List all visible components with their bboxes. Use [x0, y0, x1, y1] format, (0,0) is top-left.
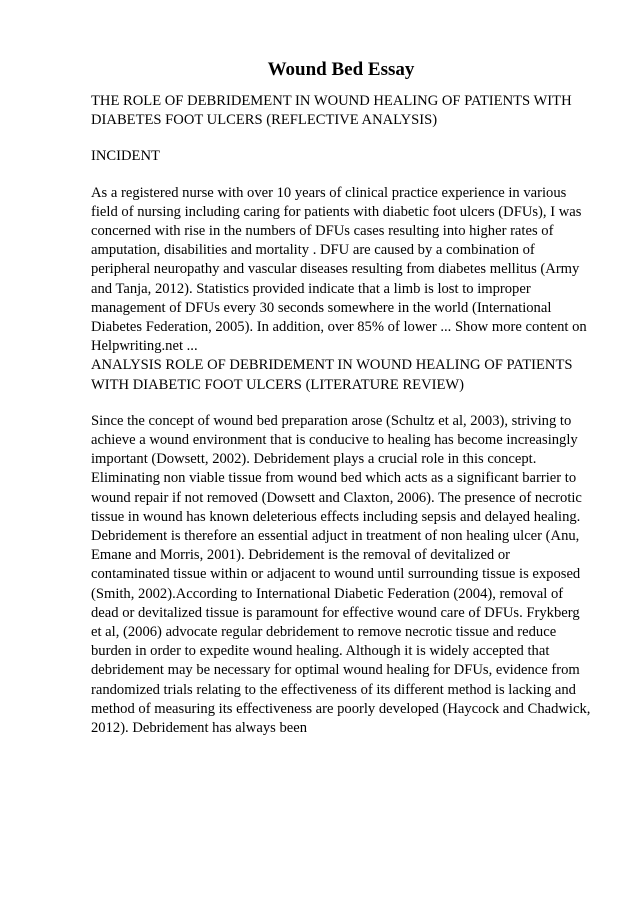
section-heading-incident: INCIDENT [91, 148, 160, 165]
incident-paragraph: As a registered nurse with over 10 years of clinical practice experience in various field of nursing including caring for patients with diabetic foot ulcers (DFUs), I was concerned with rise in the numbers of DFUs cases resulting into higher rates of amputation, disabilities and mortality . DFU are caused by a combination of peripheral neuropathy and vascular diseases resulting from diabetes mellitus (Army and Tanja, 2012). Statistics provided indicate that a limb is lost to improper management of DFUs every 30 seconds somewhere in the world (International Diabetes Federation, 2005). In addition, over 85% of lower ... Show more content on Helpwriting.net ... [91, 184, 587, 355]
literature-review-paragraph: Since the concept of wound bed preparation arose (Schultz et al, 2003), striving to achieve a wound environment that is conducive to healing has become increasingly important (Dowsett, 2002). Debridement plays a crucial role in this concept. Eliminating non viable tissue from wound bed which acts as a significant barrier to wound repair if not removed (Dowsett and Claxton, 2006). The presence of necrotic tissue in wound has known deleterious effects including sepsis and delayed healing. Debridement is therefore an essential adjuct in treatment of non healing ulcer (Anu, Emane and Morris, 2001). Debridement is the removal of devitalized or contaminated tissue within or adjacent to wound until surrounding tissue is exposed (Smith, 2002).According to International Diabetic Federation (2004), removal of dead or devitalized tissue is paramount for effective wound care of DFUs. Frykberg et al, (2006) advocate regular debridement to remove necrotic tissue and reduce burden in order to expedite wound healing. Although it is widely accepted that debridement may be necessary for optimal wound healing for DFUs, evidence from randomized trials relating to the effectiveness of its different method is lacking and method of measuring its effectiveness are poorly developed (Haycock and Chadwick, 2012). Debridement has always been [91, 412, 591, 737]
document-page [91, 58, 591, 738]
section-heading-role: THE ROLE OF DEBRIDEMENT IN WOUND HEALING OF PATIENTS WITH DIABETES FOOT ULCERS (REFLECTIVE ANALYSIS) [91, 93, 572, 129]
document-title: Wound Bed Essay [267, 59, 415, 80]
section-heading-analysis: ANALYSIS ROLE OF DEBRIDEMENT IN WOUND HEALING OF PATIENTS WITH DIABETIC FOOT ULCERS (LITERATURE REVIEW) [91, 357, 573, 393]
